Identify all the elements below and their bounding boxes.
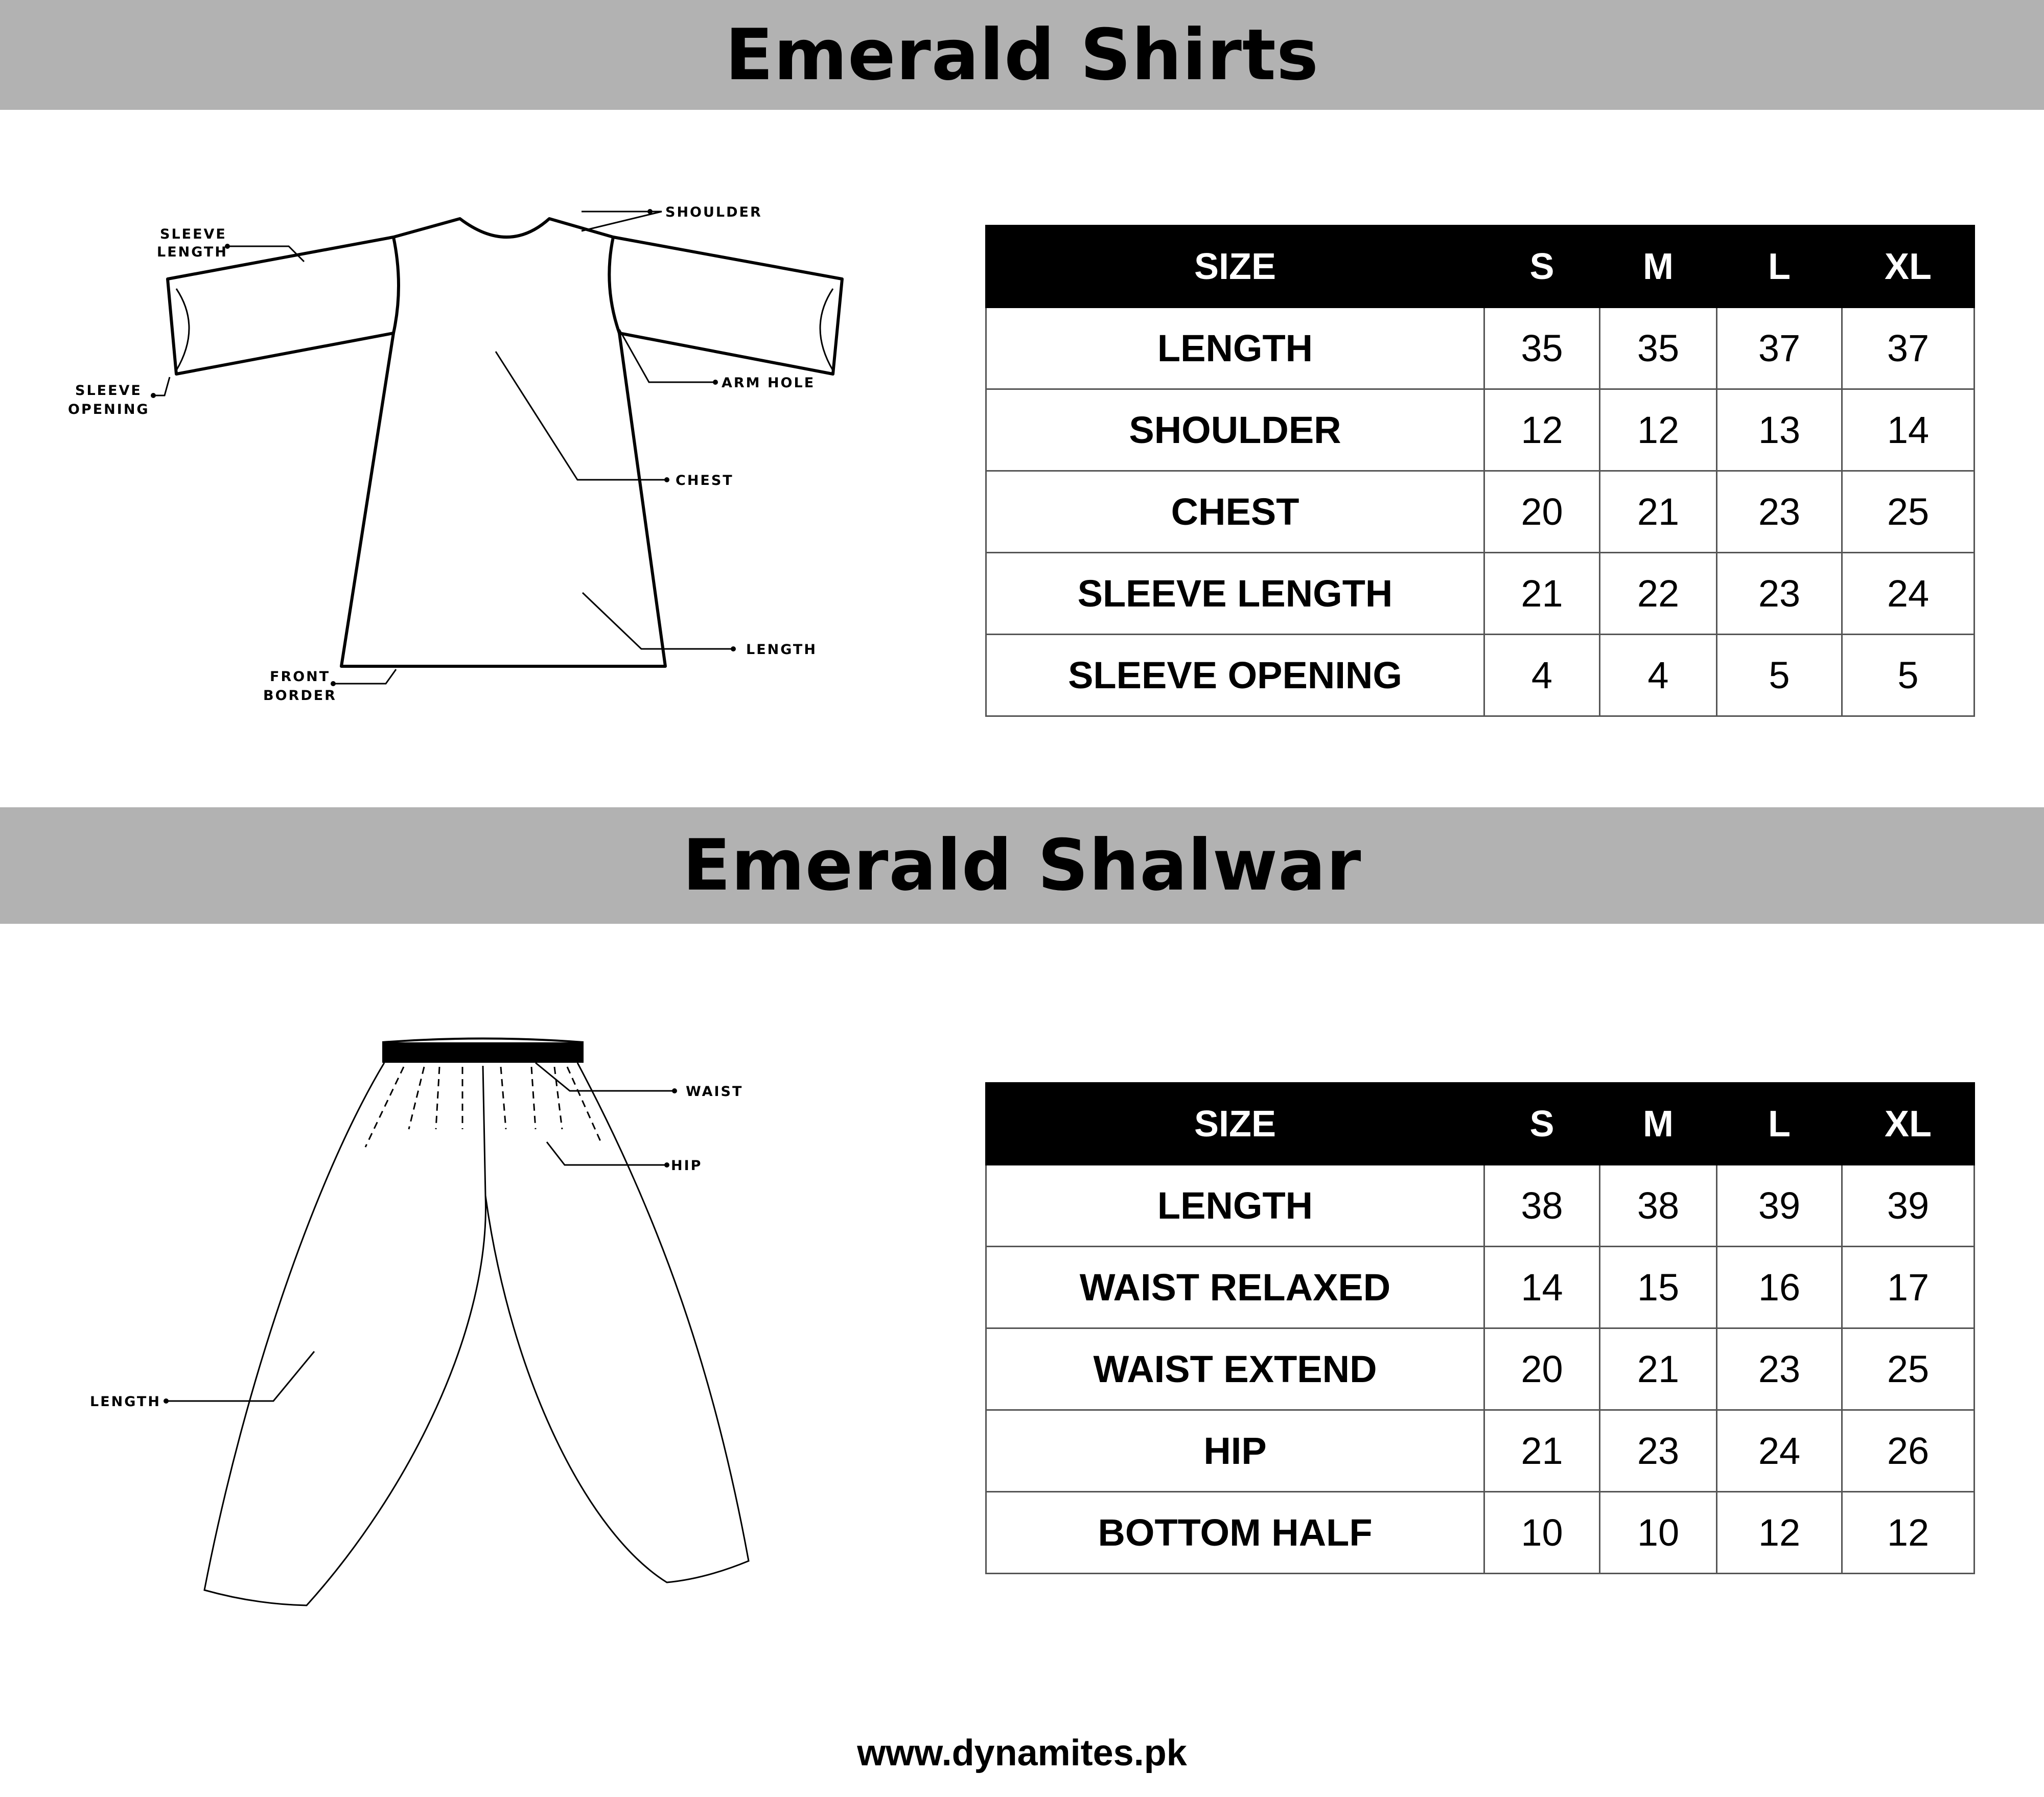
cell-value: 13 — [1717, 389, 1842, 471]
shalwar-section-title: Emerald Shalwar — [682, 824, 1362, 906]
label-length: LENGTH — [746, 642, 817, 658]
header-m: M — [1600, 1083, 1717, 1165]
cell-value: 12 — [1600, 389, 1717, 471]
header-l: L — [1717, 1083, 1842, 1165]
cell-value: 15 — [1600, 1247, 1717, 1328]
cell-value: 38 — [1484, 1165, 1600, 1247]
row-label: HIP — [986, 1410, 1484, 1492]
table-row — [986, 1410, 1975, 1492]
label-sleeve-length-line1: SLEEVE — [160, 226, 227, 242]
cell-value: 23 — [1717, 553, 1842, 635]
cell-value: 4 — [1484, 635, 1600, 716]
cell-value: 10 — [1600, 1492, 1717, 1574]
cell-value: 37 — [1842, 308, 1975, 389]
cell-value: 39 — [1842, 1165, 1975, 1247]
header-s: S — [1484, 226, 1600, 308]
shalwar-section-banner — [0, 807, 2044, 924]
label-front-border-line1: FRONT — [270, 669, 331, 685]
cell-value: 25 — [1842, 471, 1975, 553]
shalwar-size-table — [985, 1082, 1975, 1574]
table-row — [986, 389, 1975, 471]
cell-value: 38 — [1600, 1165, 1717, 1247]
table-row — [986, 1492, 1975, 1574]
row-label: SHOULDER — [986, 389, 1484, 471]
label-sleeve-length-line2: LENGTH — [157, 244, 228, 260]
cell-value: 35 — [1484, 308, 1600, 389]
cell-value: 35 — [1600, 308, 1717, 389]
row-label: BOTTOM HALF — [986, 1492, 1484, 1574]
shalwar-diagram — [0, 1022, 920, 1635]
shirts-section-title: Emerald Shirts — [725, 13, 1319, 96]
table-row — [986, 1328, 1975, 1410]
label-sleeve-opening-line2: OPENING — [68, 402, 150, 417]
cell-value: 21 — [1484, 1410, 1600, 1492]
row-label: LENGTH — [986, 1165, 1484, 1247]
shirt-left-armhole — [393, 237, 399, 333]
cell-value: 14 — [1842, 389, 1975, 471]
cell-value: 20 — [1484, 1328, 1600, 1410]
cell-value: 37 — [1717, 308, 1842, 389]
shirt-diagram — [0, 194, 920, 726]
cell-value: 21 — [1484, 553, 1600, 635]
label-sleeve-opening-line1: SLEEVE — [75, 383, 142, 399]
row-label: CHEST — [986, 471, 1484, 553]
header-xl: XL — [1842, 1083, 1975, 1165]
cell-value: 12 — [1717, 1492, 1842, 1574]
shirts-size-table — [985, 225, 1975, 717]
cell-value: 12 — [1484, 389, 1600, 471]
label-shoulder: SHOULDER — [665, 204, 762, 220]
header-size: SIZE — [986, 1083, 1484, 1165]
table-header-row — [986, 226, 1975, 308]
table-row — [986, 1165, 1975, 1247]
cell-value: 17 — [1842, 1247, 1975, 1328]
label-arm-hole: ARM HOLE — [722, 375, 816, 391]
header-xl: XL — [1842, 226, 1975, 308]
cell-value: 5 — [1717, 635, 1842, 716]
cell-value: 5 — [1842, 635, 1975, 716]
cell-value: 21 — [1600, 471, 1717, 553]
cell-value: 22 — [1600, 553, 1717, 635]
cell-value: 25 — [1842, 1328, 1975, 1410]
row-label: WAIST RELAXED — [986, 1247, 1484, 1328]
cell-value: 16 — [1717, 1247, 1842, 1328]
cell-value: 21 — [1600, 1328, 1717, 1410]
cell-value: 4 — [1600, 635, 1717, 716]
cell-value: 14 — [1484, 1247, 1600, 1328]
shirts-section-banner — [0, 0, 2044, 110]
header-size: SIZE — [986, 226, 1484, 308]
cell-value: 23 — [1717, 471, 1842, 553]
shalwar-outline — [204, 1063, 749, 1605]
row-label: LENGTH — [986, 308, 1484, 389]
label-chest: CHEST — [676, 473, 734, 488]
shalwar-waistband — [382, 1042, 584, 1063]
website-link[interactable]: www.dynamites.pk — [857, 1733, 1187, 1773]
shirt-right-armhole — [609, 237, 619, 333]
label-hip: HIP — [671, 1158, 703, 1174]
row-label: SLEEVE OPENING — [986, 635, 1484, 716]
cell-value: 20 — [1484, 471, 1600, 553]
table-row — [986, 1247, 1975, 1328]
table-row — [986, 553, 1975, 635]
cell-value: 12 — [1842, 1492, 1975, 1574]
header-l: L — [1717, 226, 1842, 308]
label-length: LENGTH — [90, 1394, 161, 1410]
table-row — [986, 635, 1975, 716]
table-row — [986, 308, 1975, 389]
table-row — [986, 471, 1975, 553]
table-header-row — [986, 1083, 1975, 1165]
row-label: SLEEVE LENGTH — [986, 553, 1484, 635]
cell-value: 23 — [1600, 1410, 1717, 1492]
cell-value: 23 — [1717, 1328, 1842, 1410]
row-label: WAIST EXTEND — [986, 1328, 1484, 1410]
cell-value: 24 — [1717, 1410, 1842, 1492]
header-s: S — [1484, 1083, 1600, 1165]
cell-value: 10 — [1484, 1492, 1600, 1574]
cell-value: 26 — [1842, 1410, 1975, 1492]
label-waist: WAIST — [686, 1084, 744, 1100]
cell-value: 24 — [1842, 553, 1975, 635]
label-front-border-line2: BORDER — [263, 688, 337, 704]
header-m: M — [1600, 226, 1717, 308]
cell-value: 39 — [1717, 1165, 1842, 1247]
shirt-outline — [168, 219, 842, 666]
